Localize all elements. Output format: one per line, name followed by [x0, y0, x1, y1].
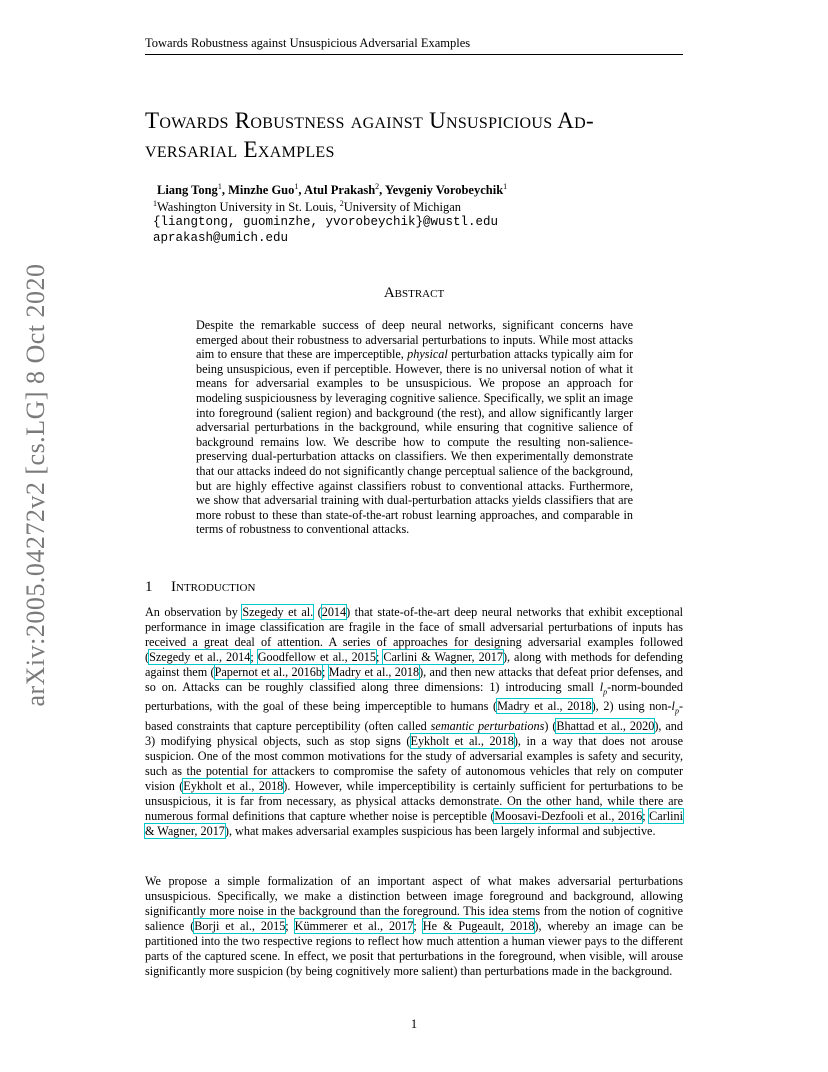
text: ), and then new attacks that defeat prior defenses, and so on. Attacks can be roughly classified along three dimensions: 1) introducing small: [145, 665, 684, 694]
affiliations: [153, 199, 461, 215]
author-name: Yevgeniy Vorobeychik: [384, 183, 504, 198]
text: ), in a way that does not arouse suspicion. One of the most common motivations for the study of adversarial examples is safety and security, such as the potential for attackers to compromise the safety of autonomous vehicles that rely on computer vision (: [145, 733, 684, 793]
text: An observation by: [145, 605, 243, 619]
citation-link[interactable]: Szegedy et al.: [242, 605, 314, 619]
section-number: 1: [145, 579, 153, 595]
affil-mark: 2: [339, 199, 344, 208]
text: (: [313, 605, 322, 619]
abstract-text: perturbation attacks typically aim for being unsuspicious, even if perceptible. However, there is no universal notion of what it means for adversarial examples to be unsuspicious. We propose an approach for modeling suspiciousness by leveraging cognitive salience. Specifically, we split an image into foreground (salient region) and background (the rest), and allow significantly larger adversarial perturbations in the background, while ensuring that cognitive salience of background remains low. We describe how to compute the resulting non-salience-preserving dual-perturbation attacks on classifiers. We then experimentally demonstrate that our attacks indeed do not significantly change perceptual salience of the background, but are highly effective against classifiers robust to conventional attacks. Furthermore, we show that adversarial training with dual-perturbation attacks yields classifiers that are more robust to these than state-of-the-art robust learning approaches, and comparable in terms of robustness to conventional attacks.: [196, 347, 634, 537]
author-name: Atul Prakash: [303, 183, 376, 198]
abstract-body: [196, 318, 633, 537]
author-list: Liang Tong$^1$, Minzhe Guo$^1$, Atul Prakash$^2$, Yevgeniy Vorobeychik$^1$: [157, 182, 508, 198]
text: ;: [321, 665, 329, 679]
citation-link[interactable]: Bhattad et al., 2020: [556, 718, 655, 733]
abstract-emphasis: physical: [407, 347, 448, 362]
emphasis: semantic perturbations: [430, 718, 545, 733]
math-symbol: l: [599, 680, 604, 694]
arxiv-sidebar-stamp: [12, 263, 60, 707]
citation-link[interactable]: Borji et al., 2015: [194, 919, 286, 933]
citation-link[interactable]: Papernot et al., 2016b: [214, 665, 322, 679]
affil-mark: 1: [503, 182, 508, 191]
text: ) (: [544, 718, 557, 733]
title-line-2: versarial Examples: [145, 137, 335, 162]
intro-paragraph-2: [145, 874, 683, 979]
citation-link[interactable]: Carlini & Wagner, 2017: [383, 650, 503, 664]
author-name: Minzhe Guo: [228, 183, 295, 198]
text: ) that state-of-the-art deep neural networks that exhibit exceptional performance in image classification are fragile in the face of small adversarial perturbations of inputs has received a great deal of attention. A series of approaches for designing adversarial examples followed (: [145, 605, 683, 664]
text: ;: [250, 650, 258, 664]
math-subscript: p: [674, 706, 679, 716]
affil-mark: 1: [294, 182, 299, 191]
affil-mark: 2: [375, 182, 380, 191]
citation-link[interactable]: Eykholt et al., 2018: [410, 733, 514, 748]
running-header: Towards Robustness against Unsuspicious Adversarial Examples: [145, 36, 683, 55]
abstract-heading: Abstract: [383, 285, 445, 301]
section-title: Introduction: [171, 579, 256, 595]
text: ), and 3) modifying physical objects, such as stop signs (: [145, 718, 683, 748]
text: ;: [376, 650, 384, 664]
text: ). However, while imperceptibility is certainly sufficient for perturbations to be unsuspicious, it is far from necessary, as physical attacks demonstrate. On the other hand, while there are numerous formal definitions that capture whether noise is perceptible (: [145, 778, 683, 823]
text: -based constraints that capture perceptibility (often called: [145, 699, 683, 733]
paper-title: [145, 106, 705, 164]
citation-link[interactable]: Goodfellow et al., 2015: [257, 650, 376, 664]
text: ;: [642, 808, 650, 823]
citation-link[interactable]: Eykholt et al., 2018: [183, 778, 284, 793]
text: ), whereby an image can be partitioned into the two respective regions to reflect how much attention a human viewer pays to the different parts of the captured scene. In effect, we posit that perturbations in the foreground, when visible, will arouse significantly more suspicion (by being cognitively more salient) than perturbations made in the background.: [145, 919, 684, 978]
citation-link[interactable]: Moosavi-Dezfooli et al., 2016: [494, 808, 643, 823]
section-heading: [145, 579, 255, 596]
math-symbol: l: [671, 699, 675, 714]
citation-link[interactable]: 2014: [321, 605, 347, 619]
text: We propose a simple formalization of an important aspect of what makes adversarial perturbations unsuspicious. Specifically, we make a distinction between image foreground and background, allowing significantly more noise in the background than the foreground. This idea stems from the notion of cognitive salience (: [145, 874, 683, 933]
arxiv-id: arXiv:2005.04272v2 [cs.LG] 8 Oct 2020: [21, 263, 50, 707]
text: -norm-bounded perturbations, with the goal of these being imperceptible to humans (: [145, 680, 683, 714]
citation-link[interactable]: Madry et al., 2018: [328, 665, 420, 679]
text: ), along with methods for defending against them (: [145, 650, 683, 679]
title-line-1: Towards Robustness against Unsuspicious Ad-: [145, 108, 594, 133]
author-name: Liang Tong: [157, 183, 218, 198]
affiliation-1: Washington University in St. Louis,: [157, 200, 340, 215]
text: ;: [285, 919, 295, 933]
citation-link[interactable]: Szegedy et al., 2014: [149, 650, 251, 664]
affiliation-2: University of Michigan: [343, 200, 462, 215]
citation-link[interactable]: He & Pugeault, 2018: [422, 919, 535, 933]
citation-link[interactable]: Carlini & Wagner, 2017: [145, 808, 684, 838]
email-line-2: aprakash@umich.edu: [153, 231, 289, 245]
citation-link[interactable]: Kümmerer et al., 2017: [294, 919, 414, 933]
email-line-1: {liangtong, guominzhe, yvorobeychik}@wustl.edu: [153, 215, 499, 229]
affil-mark: 1: [153, 199, 157, 208]
text: ), what makes adversarial examples suspicious has been largely informal and subjective.: [224, 823, 656, 838]
page-number: 1: [410, 1017, 418, 1031]
affil-mark: 1: [217, 182, 222, 191]
text: ;: [413, 919, 423, 933]
intro-paragraph-1: [145, 605, 683, 839]
math-subscript: p: [603, 687, 608, 697]
abstract-text: Despite the remarkable success of deep neural networks, significant concerns have emerged about their robustness to adversarial perturbations to inputs. While most attacks aim to ensure that these are imperceptible,: [196, 318, 633, 362]
citation-link[interactable]: Madry et al., 2018: [497, 699, 592, 714]
text: ), 2) using non-: [591, 699, 672, 714]
